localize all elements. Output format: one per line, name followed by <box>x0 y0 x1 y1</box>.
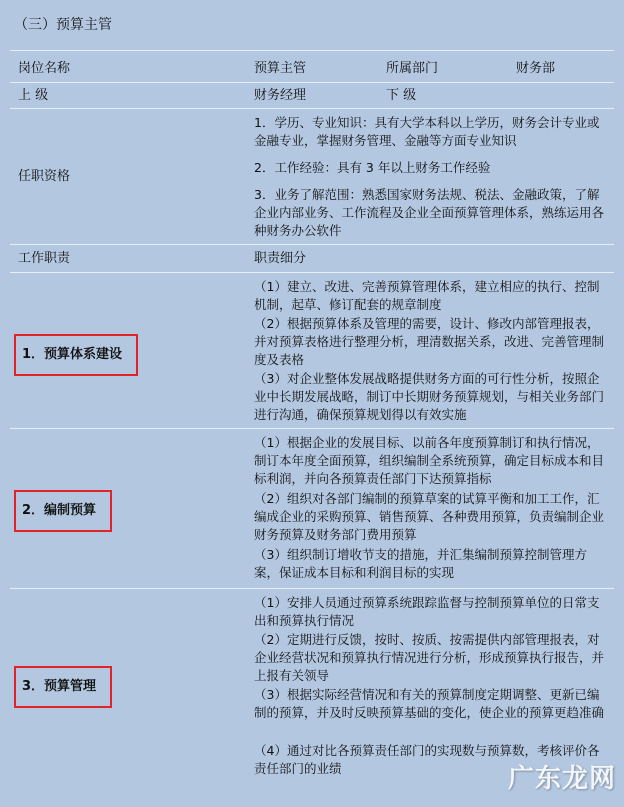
qualification-item: 1．学历、专业知识：具有大学本科以上学历，财务会计专业或金融专业，掌握财务管理、金融等方面专业知识 <box>254 115 600 149</box>
duty-item: （1）根据企业的发展目标、以前各年度预算制订和执行情况，制订本年度全面预算，组织编制全系统预算，确定目标成本和目标利润，并向各预算责任部门下达预算指标 <box>254 435 605 487</box>
table-rule <box>10 272 614 273</box>
duty-item: （2）根据预算体系及管理的需要，设计、修改内部管理报表，并对预算表格进行整理分析，理清数据关系，改进、完善管理制度及表格 <box>254 316 605 368</box>
section-title: （三）预算主管 <box>14 17 112 33</box>
site-watermark: 广东龙网 <box>507 764 616 794</box>
job-title-value: 预算主管 <box>254 61 307 76</box>
qualification-label: 任职资格 <box>18 169 71 184</box>
duty-detail-header: 职责细分 <box>254 251 307 266</box>
duty-label: 工作职责 <box>18 251 71 266</box>
table-rule <box>10 588 614 589</box>
section-label-budget-system: 1．预算体系建设 <box>14 334 138 376</box>
job-title-label: 岗位名称 <box>18 61 71 76</box>
duty-item: （2）组织对各部门编制的预算草案的试算平衡和加工工作，汇编成企业的采购预算、销售预算、各种费用预算，负责编制企业财务预算及财务部门费用预算 <box>254 491 605 543</box>
duty-item: （1）安排人员通过预算系统跟踪监督与控制预算单位的日常支出和预算执行情况 <box>254 595 600 629</box>
duty-item: （3）根据实际经营情况和有关的预算制度定期调整、更新已编制的预算，并及时反映预算基础的变化，使企业的预算更趋准确 <box>254 687 605 721</box>
qualification-item: 2．工作经验：具有 3 年以上财务工作经验 <box>254 160 491 175</box>
department-label: 所属部门 <box>386 61 439 76</box>
table-rule <box>10 244 614 245</box>
qualification-item: 3．业务了解范围：熟悉国家财务法规、税法、金融政策，了解企业内部业务、工作流程及企业全面预算管理体系，熟练运用各种财务办公软件 <box>254 187 605 239</box>
duty-item: （2）定期进行反馈，按时、按质、按需提供内部管理报表，对企业经营状况和预算执行情况进行分析，形成预算执行报告，并上报有关领导 <box>254 632 605 684</box>
table-rule <box>10 82 614 83</box>
table-rule <box>10 108 614 109</box>
table-rule <box>10 428 614 429</box>
table-rule <box>10 50 614 51</box>
duty-item: （3）对企业整体发展战略提供财务方面的可行性分析，按照企业中长期发展战略，制订中长期财务预算规划，与相关业务部门进行沟通，确保预算规划得以有效实施 <box>254 371 605 423</box>
duty-item: （4）通过对比各预算责任部门的实现数与预算数，考核评价各责任部门的业绩 <box>254 743 600 777</box>
section-label-budget-management: 3．预算管理 <box>14 666 112 708</box>
superior-label: 上 级 <box>18 88 49 103</box>
subordinate-label: 下 级 <box>386 88 417 103</box>
section-label-budget-preparation: 2．编制预算 <box>14 490 112 532</box>
duty-item: （1）建立、改进、完善预算管理体系，建立相应的执行、控制机制，起草、修订配套的规章制度 <box>254 279 600 313</box>
department-value: 财务部 <box>516 61 556 76</box>
superior-value: 财务经理 <box>254 88 307 103</box>
duty-item: （3）组织制订增收节支的措施，并汇集编制预算控制管理方案，保证成本目标和利润目标的实现 <box>254 547 587 581</box>
